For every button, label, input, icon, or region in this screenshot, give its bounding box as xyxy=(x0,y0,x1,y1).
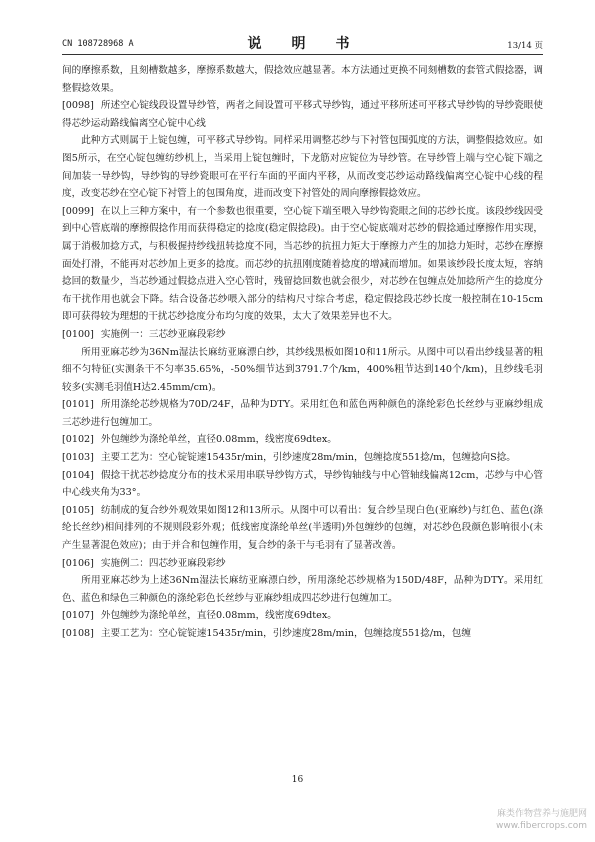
paragraph-text: 外包缠纱为涤纶单丝，直径0.08mm，线密度69dtex。 xyxy=(100,434,337,446)
paragraph xyxy=(62,431,543,449)
paragraph-text: 主要工艺为：空心锭锭速15435r/min，引纱速度28m/min，包缠捻度551捻/m，包缠捻向S捻。 xyxy=(100,452,516,464)
paragraph-text: 所用涤纶芯纱规格为70D/24F，品种为DTY。采用红色和蓝色两种颜色的涤纶彩色长丝纱与亚麻纱组成三芯纱进行包缠加工。 xyxy=(62,399,543,428)
page-header xyxy=(62,32,543,55)
paragraph-number: [0105] xyxy=(62,504,94,516)
paragraph-number: [0104] xyxy=(62,469,94,481)
page-indicator: 13/14 页 xyxy=(507,41,543,51)
page-number: 16 xyxy=(291,775,304,785)
paragraph-text: 所述空心锭线段设置导纱管，两者之间设置可平移式导纱钩，通过平移所述可平移式导纱钩的导纱瓷眼使得芯纱运动路线偏离空心锭中心线 xyxy=(62,100,543,129)
paragraph xyxy=(62,62,543,97)
paragraph-number: [0108] xyxy=(62,628,94,639)
watermark xyxy=(457,808,587,832)
paragraph xyxy=(62,326,543,344)
paragraph xyxy=(62,607,543,625)
paragraph xyxy=(62,449,543,467)
paragraph-number: [0099] xyxy=(62,205,94,217)
paragraph-text: 所用亚麻芯纱为上述36Nm湿法长麻纺亚麻漂白纱，所用涤纶芯纱规格为150D/48F，品种为DTY。采用红色、蓝色和绿色三种颜色的涤纶彩色长丝纱与亚麻纱组成四芯纱进行包缠加工。 xyxy=(62,575,543,604)
paragraph xyxy=(62,572,543,607)
paragraph xyxy=(62,396,543,431)
document-body xyxy=(62,62,543,643)
paragraph-number: [0098] xyxy=(62,100,94,112)
watermark-url: www.fibercrops.com xyxy=(496,821,587,831)
paragraph xyxy=(62,203,543,326)
watermark-name: 麻类作物营养与施肥网 xyxy=(496,809,587,819)
paragraph-text: 所用亚麻芯纱为36Nm湿法长麻纺亚麻漂白纱，其纱线黑板如图10和11所示。从图中可以看出纱线显著的粗细不匀特征(实测条干不匀率35.65%，-50%细节达到3791.7个/km，400%粗节达到140个/km)，且纱线毛羽较多(实测毛羽值H达2.45mm/cm)。 xyxy=(62,346,543,393)
paragraph xyxy=(62,97,543,132)
paragraph-text: 实施例二：四芯纱亚麻段彩纱 xyxy=(100,557,226,569)
paragraph xyxy=(62,625,543,643)
paragraph-text: 在以上三种方案中，有一个参数也很重要，空心锭下端至喂入导纱钩瓷眼之间的芯纱长度。该段纱线因受到中心管底端的摩擦假捻作用而获得稳定的捻度(稳定假捻段)。由于空心锭底端对芯纱的假捻通过摩擦作用实现，属于消极加捻方式，与积极握持纱线扭转捻度不同，当芯纱的抗扭力矩大于摩擦力产生的加捻力矩时，芯纱在摩擦面处打滑，不能再对芯纱加上更多的捻度。而芯纱的抗扭刚度随着捻度的增减而增加。如果该纱段长度太短，容纳捻回的数量少，当芯纱通过假捻点进入空心管时，残留捻回数也就会很少，对芯纱在包缠点处加捻所产生的捻度分布干扰作用也就会下降。结合设备芯纱喂入部分的结构尺寸综合考虑，稳定假捻段芯纱长度一般控制在10-15cm即可获得较为理想的干扰芯纱捻度分布均匀度的效果，太大了效果差异也不大。 xyxy=(62,205,543,323)
paragraph-text: 假捻干扰芯纱捻度分布的技术采用串联导纱钩方式，导纱钩轴线与中心管轴线偏离12cm，芯纱与中心管中心线夹角为33°。 xyxy=(62,469,543,499)
paragraph-number: [0107] xyxy=(62,610,94,622)
document-title: 说 明 书 xyxy=(247,36,358,52)
paragraph-text: 间的摩擦系数，且刻槽数越多，摩擦系数越大，假捻效应越显著。本方法通过更换不同刻槽数的套管式假捻器，调整假捻效果。 xyxy=(62,65,543,94)
paragraph xyxy=(62,132,543,202)
paragraph-text: 主要工艺为：空心锭锭速15435r/min，引纱速度28m/min，包缠捻度551捻/m，包缠 xyxy=(100,628,471,639)
paragraph xyxy=(62,467,543,502)
paragraph xyxy=(62,502,543,555)
paragraph-text: 此种方式则属于上锭包缠，可平移式导纱钩。同样采用调整芯纱与下衬管包围弧度的方法，调整假捻效应。如图5所示，在空心锭包缠纺纱机上，当采用上锭包缠时，下龙筋对应锭位为导纱管。在导纱管上端与空心锭下端之间加装一导纱钩，导纱钩的导纱瓷眼可在平行车面的平面内平移，从而改变芯纱运动路线偏离空心锭中心线的程度，改变芯纱在空心锭下衬管上的包围角度，进而改变下衬管处的周向摩擦假捻效应。 xyxy=(62,135,543,200)
paragraph-text: 实施例一：三芯纱亚麻段彩纱 xyxy=(100,328,226,340)
paragraph-text: 纺制成的复合纱外观效果如图12和13所示。从图中可以看出：复合纱呈现白色(亚麻纱)与红色、蓝色(涤纶长丝纱)相间排列的不规则段彩外观；低线密度涤纶单丝(半透明)外包缠纱的包缠，对芯纱色段颜色影响很小(未产生显著混色效应)；由于并合和包缠作用，复合纱的条干与毛羽有了显著改善。 xyxy=(62,504,543,552)
paragraph xyxy=(62,555,543,573)
paragraph-number: [0103] xyxy=(62,452,94,464)
paragraph-number: [0100] xyxy=(62,328,94,340)
paragraph-number: [0106] xyxy=(62,557,94,569)
publication-number: CN 108728968 A xyxy=(62,39,134,49)
paragraph xyxy=(62,344,543,397)
paragraph-number: [0102] xyxy=(62,434,94,446)
paragraph-text: 外包缠纱为涤纶单丝，直径0.08mm，线密度69dtex。 xyxy=(100,610,337,622)
paragraph-number: [0101] xyxy=(62,399,94,411)
